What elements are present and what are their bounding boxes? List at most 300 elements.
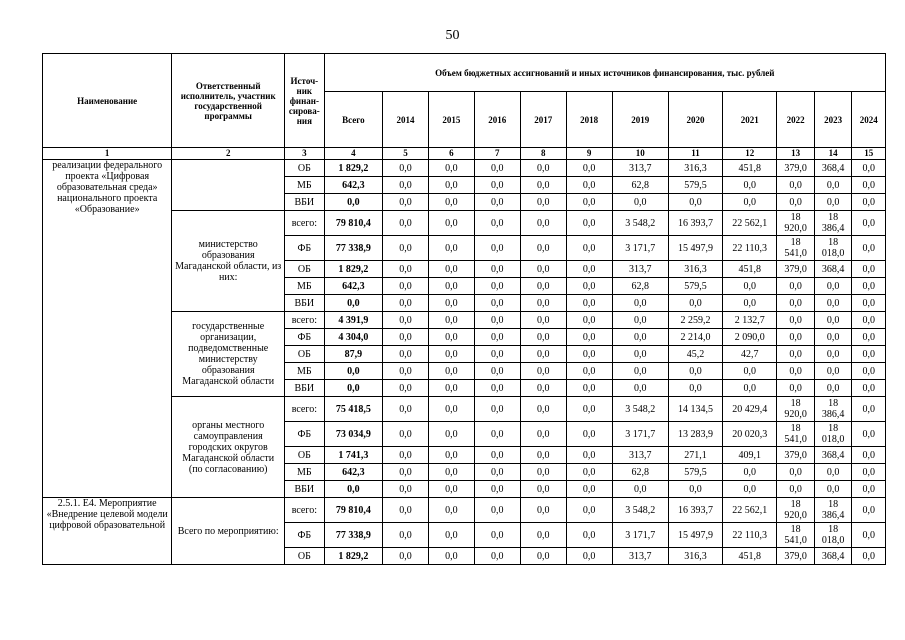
value-cell: 0,0: [474, 363, 520, 380]
value-cell: 0,0: [520, 329, 566, 346]
column-number: 12: [723, 148, 777, 160]
table-row: [43, 498, 886, 523]
table-row: [43, 160, 886, 177]
value-cell: 0,0: [668, 194, 722, 211]
value-cell: 368,4: [814, 261, 852, 278]
source-cell: ВБИ: [285, 481, 325, 498]
value-cell: 18 541,0: [777, 523, 815, 548]
value-cell: 45,2: [668, 346, 722, 363]
source-cell: ФБ: [285, 523, 325, 548]
value-cell: 0,0: [520, 177, 566, 194]
value-cell: 3 548,2: [612, 211, 668, 236]
total-cell: 0,0: [324, 481, 382, 498]
value-cell: 3 171,7: [612, 523, 668, 548]
value-cell: 0,0: [474, 523, 520, 548]
value-cell: 18 386,4: [814, 397, 852, 422]
value-cell: 22 110,3: [723, 236, 777, 261]
value-cell: 0,0: [428, 397, 474, 422]
total-cell: 4 304,0: [324, 329, 382, 346]
value-cell: 313,7: [612, 160, 668, 177]
value-cell: 0,0: [852, 177, 886, 194]
value-cell: 18 018,0: [814, 523, 852, 548]
value-cell: 0,0: [566, 548, 612, 565]
value-cell: 3 548,2: [612, 498, 668, 523]
header-total: Всего: [324, 92, 382, 148]
value-cell: 0,0: [566, 447, 612, 464]
total-cell: 4 391,9: [324, 312, 382, 329]
value-cell: 0,0: [520, 380, 566, 397]
value-cell: 0,0: [428, 329, 474, 346]
value-cell: 0,0: [520, 397, 566, 422]
header-year: 2014: [383, 92, 429, 148]
header-year: 2015: [428, 92, 474, 148]
value-cell: 0,0: [428, 422, 474, 447]
value-cell: 0,0: [566, 397, 612, 422]
header-source: Источ-ник финан-сирова-ния: [285, 54, 325, 148]
value-cell: 0,0: [814, 312, 852, 329]
value-cell: 0,0: [474, 397, 520, 422]
value-cell: 0,0: [814, 278, 852, 295]
total-cell: 73 034,9: [324, 422, 382, 447]
table-body: [43, 148, 886, 565]
value-cell: 0,0: [383, 160, 429, 177]
value-cell: 0,0: [566, 211, 612, 236]
value-cell: 0,0: [428, 211, 474, 236]
source-cell: ОБ: [285, 447, 325, 464]
value-cell: 0,0: [428, 295, 474, 312]
header-volume: Объем бюджетных ассигнований и иных источников финансирования, тыс. рублей: [324, 54, 885, 92]
value-cell: 0,0: [474, 261, 520, 278]
column-number: 6: [428, 148, 474, 160]
value-cell: 18 920,0: [777, 211, 815, 236]
value-cell: 2 090,0: [723, 329, 777, 346]
source-cell: ОБ: [285, 160, 325, 177]
value-cell: 0,0: [428, 312, 474, 329]
value-cell: 15 497,9: [668, 236, 722, 261]
value-cell: 0,0: [520, 346, 566, 363]
value-cell: 0,0: [474, 312, 520, 329]
value-cell: 0,0: [383, 177, 429, 194]
column-number: 14: [814, 148, 852, 160]
source-cell: МБ: [285, 464, 325, 481]
value-cell: 18 018,0: [814, 236, 852, 261]
value-cell: 0,0: [612, 481, 668, 498]
value-cell: 0,0: [383, 346, 429, 363]
value-cell: 0,0: [428, 498, 474, 523]
total-cell: 77 338,9: [324, 236, 382, 261]
source-cell: всего:: [285, 397, 325, 422]
value-cell: 0,0: [723, 194, 777, 211]
value-cell: 0,0: [474, 211, 520, 236]
value-cell: 0,0: [520, 464, 566, 481]
value-cell: 0,0: [566, 481, 612, 498]
value-cell: 0,0: [474, 464, 520, 481]
column-number: 15: [852, 148, 886, 160]
value-cell: 0,0: [383, 278, 429, 295]
value-cell: 271,1: [668, 447, 722, 464]
total-cell: 75 418,5: [324, 397, 382, 422]
value-cell: 0,0: [383, 211, 429, 236]
value-cell: 18 018,0: [814, 422, 852, 447]
value-cell: 368,4: [814, 548, 852, 565]
value-cell: 0,0: [428, 464, 474, 481]
value-cell: 0,0: [814, 464, 852, 481]
value-cell: 0,0: [383, 295, 429, 312]
source-cell: ОБ: [285, 261, 325, 278]
value-cell: 0,0: [383, 498, 429, 523]
value-cell: 379,0: [777, 160, 815, 177]
value-cell: 42,7: [723, 346, 777, 363]
value-cell: 0,0: [566, 236, 612, 261]
page-number: 50: [445, 28, 460, 43]
value-cell: 0,0: [520, 160, 566, 177]
value-cell: 0,0: [777, 295, 815, 312]
value-cell: 2 259,2: [668, 312, 722, 329]
column-number: 13: [777, 148, 815, 160]
value-cell: 22 110,3: [723, 523, 777, 548]
value-cell: 0,0: [612, 312, 668, 329]
source-cell: ВБИ: [285, 194, 325, 211]
value-cell: 0,0: [520, 278, 566, 295]
value-cell: 379,0: [777, 261, 815, 278]
value-cell: 18 541,0: [777, 422, 815, 447]
value-cell: 0,0: [566, 380, 612, 397]
budget-table: [42, 53, 886, 565]
value-cell: 316,3: [668, 160, 722, 177]
column-number: 3: [285, 148, 325, 160]
value-cell: 0,0: [612, 363, 668, 380]
value-cell: 0,0: [777, 329, 815, 346]
value-cell: 3 548,2: [612, 397, 668, 422]
value-cell: 0,0: [814, 346, 852, 363]
total-cell: 79 810,4: [324, 498, 382, 523]
value-cell: 0,0: [520, 523, 566, 548]
value-cell: 18 920,0: [777, 397, 815, 422]
value-cell: 0,0: [566, 261, 612, 278]
total-cell: 77 338,9: [324, 523, 382, 548]
source-cell: всего:: [285, 211, 325, 236]
total-cell: 0,0: [324, 380, 382, 397]
value-cell: 0,0: [474, 346, 520, 363]
value-cell: 0,0: [383, 363, 429, 380]
value-cell: 0,0: [428, 363, 474, 380]
value-cell: 0,0: [612, 295, 668, 312]
value-cell: 379,0: [777, 447, 815, 464]
value-cell: 0,0: [814, 363, 852, 380]
value-cell: 0,0: [852, 363, 886, 380]
column-number-row: [43, 148, 886, 160]
value-cell: 18 920,0: [777, 498, 815, 523]
value-cell: 0,0: [852, 464, 886, 481]
value-cell: 0,0: [520, 211, 566, 236]
value-cell: 0,0: [852, 194, 886, 211]
value-cell: 0,0: [566, 329, 612, 346]
value-cell: 0,0: [428, 523, 474, 548]
value-cell: 0,0: [474, 329, 520, 346]
value-cell: 0,0: [383, 312, 429, 329]
value-cell: 0,0: [612, 194, 668, 211]
value-cell: 0,0: [520, 481, 566, 498]
value-cell: 0,0: [474, 481, 520, 498]
value-cell: 0,0: [723, 481, 777, 498]
value-cell: 0,0: [777, 177, 815, 194]
total-cell: 79 810,4: [324, 211, 382, 236]
column-number: 2: [172, 148, 285, 160]
value-cell: 0,0: [428, 261, 474, 278]
value-cell: 15 497,9: [668, 523, 722, 548]
value-cell: 0,0: [520, 312, 566, 329]
value-cell: 0,0: [723, 363, 777, 380]
total-cell: 642,3: [324, 177, 382, 194]
source-cell: ФБ: [285, 236, 325, 261]
value-cell: 0,0: [520, 422, 566, 447]
value-cell: 0,0: [668, 295, 722, 312]
value-cell: 0,0: [383, 329, 429, 346]
value-cell: 0,0: [723, 295, 777, 312]
value-cell: 0,0: [777, 380, 815, 397]
value-cell: 62,8: [612, 278, 668, 295]
value-cell: 0,0: [852, 236, 886, 261]
value-cell: 0,0: [668, 363, 722, 380]
value-cell: 0,0: [383, 261, 429, 278]
source-cell: ОБ: [285, 548, 325, 565]
value-cell: 0,0: [668, 380, 722, 397]
value-cell: 0,0: [566, 177, 612, 194]
value-cell: 0,0: [852, 346, 886, 363]
total-cell: 1 829,2: [324, 548, 382, 565]
value-cell: 0,0: [612, 346, 668, 363]
source-cell: ВБИ: [285, 380, 325, 397]
value-cell: 0,0: [383, 523, 429, 548]
value-cell: 0,0: [474, 278, 520, 295]
responsible-cell: министерство образования Магаданской области, из них:: [172, 211, 285, 312]
value-cell: 0,0: [852, 329, 886, 346]
value-cell: 2 214,0: [668, 329, 722, 346]
value-cell: 0,0: [383, 548, 429, 565]
header-responsible: Ответственный исполнитель, участник государственной программы: [172, 54, 285, 148]
value-cell: 0,0: [383, 397, 429, 422]
value-cell: 313,7: [612, 548, 668, 565]
header-year: 2018: [566, 92, 612, 148]
value-cell: 0,0: [428, 177, 474, 194]
value-cell: 0,0: [474, 177, 520, 194]
value-cell: 0,0: [852, 312, 886, 329]
value-cell: 0,0: [852, 211, 886, 236]
value-cell: 20 020,3: [723, 422, 777, 447]
total-cell: 0,0: [324, 363, 382, 380]
value-cell: 0,0: [852, 278, 886, 295]
value-cell: 0,0: [566, 464, 612, 481]
value-cell: 451,8: [723, 548, 777, 565]
responsible-cell: органы местного самоуправления городских округов Магаданской области (по согласованию): [172, 397, 285, 498]
value-cell: 0,0: [383, 380, 429, 397]
value-cell: 0,0: [474, 447, 520, 464]
value-cell: 0,0: [428, 380, 474, 397]
value-cell: 0,0: [852, 422, 886, 447]
column-number: 4: [324, 148, 382, 160]
value-cell: 0,0: [566, 498, 612, 523]
value-cell: 0,0: [612, 380, 668, 397]
value-cell: 62,8: [612, 177, 668, 194]
source-cell: ФБ: [285, 329, 325, 346]
value-cell: 0,0: [777, 312, 815, 329]
source-cell: ОБ: [285, 346, 325, 363]
value-cell: 0,0: [566, 278, 612, 295]
source-cell: ВБИ: [285, 295, 325, 312]
value-cell: 0,0: [383, 194, 429, 211]
value-cell: 0,0: [383, 447, 429, 464]
value-cell: 0,0: [852, 447, 886, 464]
value-cell: 0,0: [852, 498, 886, 523]
value-cell: 0,0: [474, 194, 520, 211]
value-cell: 0,0: [723, 177, 777, 194]
source-cell: ФБ: [285, 422, 325, 447]
value-cell: 0,0: [474, 422, 520, 447]
value-cell: 0,0: [723, 278, 777, 295]
value-cell: 0,0: [814, 481, 852, 498]
source-cell: всего:: [285, 498, 325, 523]
value-cell: 368,4: [814, 447, 852, 464]
value-cell: 379,0: [777, 548, 815, 565]
header-year: 2017: [520, 92, 566, 148]
value-cell: 579,5: [668, 177, 722, 194]
column-number: 7: [474, 148, 520, 160]
value-cell: 0,0: [566, 523, 612, 548]
value-cell: 0,0: [777, 194, 815, 211]
value-cell: 18 386,4: [814, 211, 852, 236]
value-cell: 0,0: [852, 261, 886, 278]
value-cell: 0,0: [474, 295, 520, 312]
value-cell: 0,0: [520, 295, 566, 312]
value-cell: 0,0: [566, 363, 612, 380]
value-cell: 0,0: [852, 548, 886, 565]
total-cell: 0,0: [324, 194, 382, 211]
source-cell: МБ: [285, 278, 325, 295]
value-cell: 0,0: [852, 160, 886, 177]
column-number: 9: [566, 148, 612, 160]
value-cell: 0,0: [566, 312, 612, 329]
value-cell: 0,0: [383, 236, 429, 261]
value-cell: 18 541,0: [777, 236, 815, 261]
value-cell: 0,0: [428, 160, 474, 177]
value-cell: 0,0: [428, 236, 474, 261]
value-cell: 0,0: [723, 380, 777, 397]
value-cell: 0,0: [474, 236, 520, 261]
value-cell: 0,0: [474, 380, 520, 397]
value-cell: 18 386,4: [814, 498, 852, 523]
responsible-cell: [172, 160, 285, 211]
row-name-cell: 2.5.1. Е4. Мероприятие «Внедрение целевой модели цифровой образовательной: [43, 498, 172, 565]
value-cell: 0,0: [428, 346, 474, 363]
value-cell: 0,0: [520, 363, 566, 380]
value-cell: 0,0: [723, 464, 777, 481]
value-cell: 0,0: [777, 346, 815, 363]
value-cell: 0,0: [566, 422, 612, 447]
value-cell: 0,0: [428, 481, 474, 498]
value-cell: 409,1: [723, 447, 777, 464]
source-cell: МБ: [285, 363, 325, 380]
value-cell: 0,0: [852, 523, 886, 548]
value-cell: 0,0: [814, 177, 852, 194]
value-cell: 0,0: [428, 548, 474, 565]
value-cell: 0,0: [474, 160, 520, 177]
column-number: 1: [43, 148, 172, 160]
value-cell: 0,0: [474, 498, 520, 523]
value-cell: 0,0: [520, 498, 566, 523]
column-number: 10: [612, 148, 668, 160]
value-cell: 451,8: [723, 160, 777, 177]
value-cell: 0,0: [383, 422, 429, 447]
value-cell: 22 562,1: [723, 211, 777, 236]
total-cell: 1 741,3: [324, 447, 382, 464]
total-cell: 1 829,2: [324, 261, 382, 278]
header-year: 2020: [668, 92, 722, 148]
value-cell: 0,0: [814, 295, 852, 312]
value-cell: 0,0: [566, 346, 612, 363]
header-year: 2021: [723, 92, 777, 148]
value-cell: 0,0: [852, 380, 886, 397]
value-cell: 62,8: [612, 464, 668, 481]
source-cell: всего:: [285, 312, 325, 329]
value-cell: 3 171,7: [612, 422, 668, 447]
total-cell: 1 829,2: [324, 160, 382, 177]
column-number: 11: [668, 148, 722, 160]
value-cell: 14 134,5: [668, 397, 722, 422]
column-number: 8: [520, 148, 566, 160]
value-cell: 579,5: [668, 278, 722, 295]
header-year: 2022: [777, 92, 815, 148]
value-cell: 313,7: [612, 447, 668, 464]
value-cell: 0,0: [612, 329, 668, 346]
total-cell: 642,3: [324, 464, 382, 481]
value-cell: 20 429,4: [723, 397, 777, 422]
value-cell: 451,8: [723, 261, 777, 278]
value-cell: 0,0: [383, 481, 429, 498]
value-cell: 0,0: [814, 380, 852, 397]
source-cell: МБ: [285, 177, 325, 194]
value-cell: 3 171,7: [612, 236, 668, 261]
value-cell: 368,4: [814, 160, 852, 177]
value-cell: 579,5: [668, 464, 722, 481]
value-cell: 16 393,7: [668, 211, 722, 236]
value-cell: 0,0: [520, 194, 566, 211]
value-cell: 0,0: [566, 160, 612, 177]
total-cell: 87,9: [324, 346, 382, 363]
responsible-cell: Всего по мероприятию:: [172, 498, 285, 565]
header-year: 2019: [612, 92, 668, 148]
responsible-cell: государственные организации, подведомственные министерству образования Магаданской области: [172, 312, 285, 397]
header-year: 2016: [474, 92, 520, 148]
value-cell: 0,0: [566, 295, 612, 312]
value-cell: 0,0: [428, 447, 474, 464]
value-cell: 0,0: [566, 194, 612, 211]
total-cell: 0,0: [324, 295, 382, 312]
header-year: 2023: [814, 92, 852, 148]
value-cell: 0,0: [428, 194, 474, 211]
value-cell: 313,7: [612, 261, 668, 278]
value-cell: 0,0: [814, 194, 852, 211]
value-cell: 13 283,9: [668, 422, 722, 447]
value-cell: 22 562,1: [723, 498, 777, 523]
value-cell: 316,3: [668, 548, 722, 565]
header-name: Наименование: [43, 54, 172, 148]
value-cell: 0,0: [474, 548, 520, 565]
column-number: 5: [383, 148, 429, 160]
value-cell: 0,0: [520, 261, 566, 278]
value-cell: 16 393,7: [668, 498, 722, 523]
value-cell: 0,0: [777, 464, 815, 481]
value-cell: 0,0: [852, 397, 886, 422]
